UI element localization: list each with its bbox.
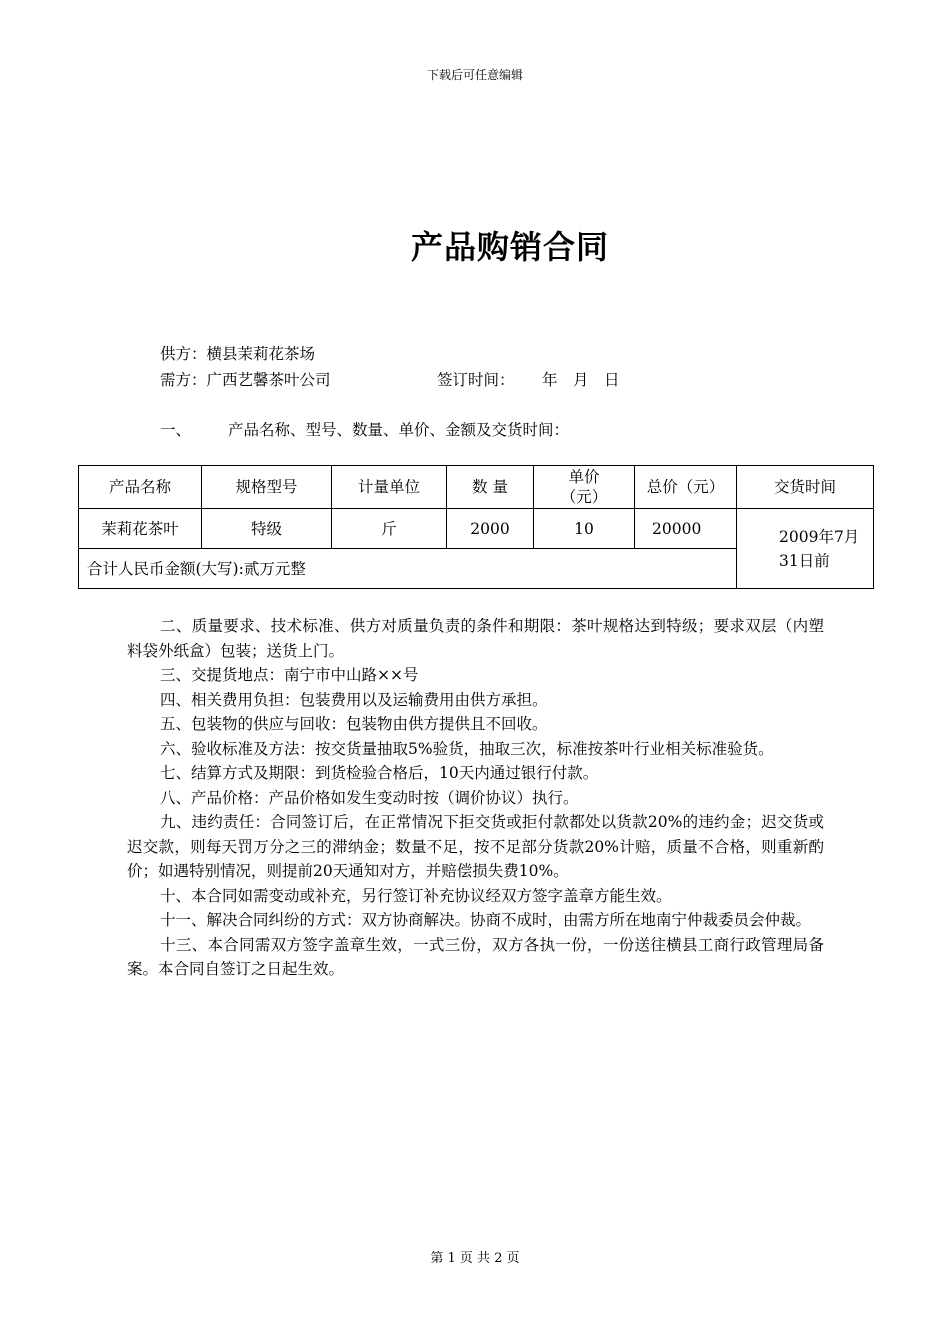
- table-cell: 茉莉花茶叶: [79, 509, 202, 549]
- supplier-line: 供方：横县茉莉花茶场: [160, 345, 316, 363]
- clause-4: 四、相关费用负担：包装费用以及运输费用由供方承担。: [160, 690, 548, 709]
- page-title: 产品购销合同: [410, 228, 609, 266]
- section-1-number: 一、: [160, 421, 192, 439]
- clause-5: 五、包装物的供应与回收：包装物由供方提供且不回收。: [160, 715, 548, 733]
- table-header-cell: 数 量: [447, 466, 534, 509]
- table-header-cell: 总价（元）: [635, 466, 737, 509]
- header-note: 下载后可任意编辑: [426, 68, 523, 82]
- clause-6: 六、验收标准及方法：按交货量抽取5%验货，抽取三次，标准按茶叶行业相关标准验货。: [160, 739, 774, 758]
- table-header-cell: 规格型号: [202, 466, 332, 509]
- delivery-time-cell: 2009年7月31日前: [737, 509, 874, 589]
- clause-11: 十一、解决合同纠纷的方式：双方协商解决。协商不成时，由需方所在地南宁仲裁委员会仲裁。: [160, 911, 812, 929]
- goods-table: [78, 465, 874, 589]
- table-cell: 20000: [635, 509, 737, 549]
- table-cell: 2000: [447, 509, 534, 549]
- table-header-row: [79, 466, 874, 509]
- clause-10: 十、本合同如需变动或补充，另行签订补充协议经双方签字盖章方能生效。: [160, 886, 672, 905]
- contract-clauses: [127, 614, 824, 982]
- table-header-cell: 产品名称: [79, 466, 202, 509]
- table-row: [79, 509, 874, 549]
- clause-9: 九、违约责任：合同签订后，在正常情况下拒交货或拒付款都处以货款20%的违约金；迟交货或迟交款，则每天罚万分之三的滞纳金；数量不足，按不足部分货款20%计赔，质量不合格，则重新酌价；如遇特别情况，则提前20天通知对方，并赔偿损失费10%。: [127, 813, 824, 880]
- clause-2: 二、质量要求、技术标准、供方对质量负责的条件和期限：茶叶规格达到特级；要求双层（内塑料袋外纸盒）包装；送货上门。: [127, 617, 824, 660]
- section-1-text: 产品名称、型号、数量、单价、金额及交货时间：: [228, 421, 570, 439]
- table-header-cell: 单价（元）: [534, 466, 635, 509]
- clause-7: 七、结算方式及期限：到货检验合格后，10天内通过银行付款。: [160, 764, 599, 782]
- table-cell: 斤: [332, 509, 447, 549]
- clause-3: 三、交提货地点：南宁市中山路××号: [160, 666, 419, 684]
- page-footer: 第 1 页 共 2 页: [430, 1251, 520, 1266]
- clause-8: 八、产品价格：产品价格如发生变动时按（调价协议）执行。: [160, 788, 579, 807]
- clause-13: 十三、本合同需双方签字盖章生效，一式三份，双方各执一份，一份送往横县工商行政管理局备案。本合同自签订之日起生效。: [127, 935, 824, 978]
- sign-label: 签订时间：: [437, 371, 515, 389]
- sign-date: 年 月 日: [542, 371, 620, 389]
- section-1-heading: [160, 418, 569, 440]
- table-header-cell: 计量单位: [332, 466, 447, 509]
- table-header-cell: 交货时间: [737, 466, 874, 509]
- table-cell: 特级: [202, 509, 332, 549]
- table-cell: 10: [534, 509, 635, 549]
- buyer-line: 需方：广西艺馨茶叶公司: [160, 371, 331, 389]
- total-amount-cell: 合计人民币金额(大写):贰万元整: [79, 549, 737, 589]
